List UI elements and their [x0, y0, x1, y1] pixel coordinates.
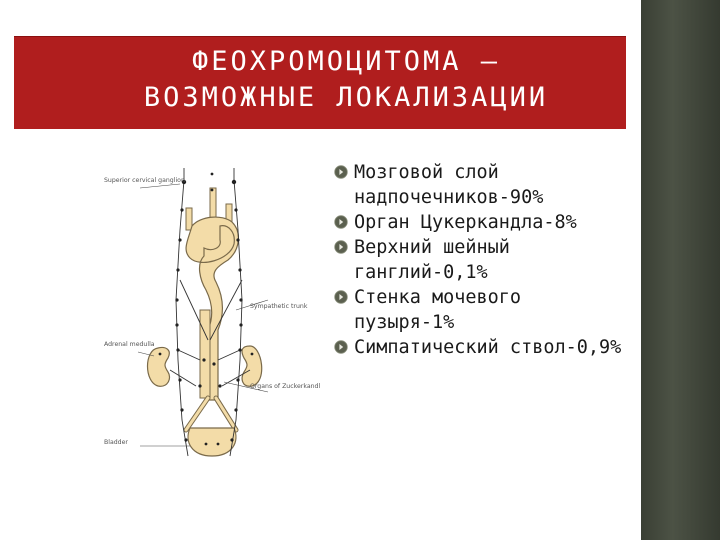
bullet-icon: [334, 165, 348, 179]
right-kidney: [242, 346, 262, 386]
side-decor-band: [641, 0, 720, 540]
label-adrenal-medulla: Adrenal medulla: [104, 341, 155, 348]
anatomy-figure: [100, 160, 330, 470]
list-item: [332, 285, 632, 335]
bladder: [188, 428, 236, 456]
localization-list: [332, 160, 632, 360]
bullet-icon: [334, 290, 348, 304]
bullet-icon: [334, 340, 348, 354]
bullet-icon: [334, 215, 348, 229]
list-item: [332, 210, 632, 235]
label-superior-ganglion: Superior cervical ganglion: [104, 177, 185, 184]
slide-title: ФЕОХРОМОЦИТОМА – ВОЗМОЖНЫЕ ЛОКАЛИЗАЦИИ: [143, 46, 549, 113]
list-item: [332, 160, 632, 210]
vena-cava: [200, 310, 210, 398]
bullet-icon: [334, 240, 348, 254]
aorta: [186, 217, 238, 400]
list-item-text: Стенка мочевого пузыря-1%: [354, 287, 522, 333]
label-organs-zuckerkandl: Organs of Zuckerkandl: [250, 383, 321, 390]
list-item: [332, 235, 632, 285]
list-item-text: Орган Цукеркандла-8%: [354, 212, 577, 233]
list-item: [332, 335, 632, 360]
left-kidney: [148, 347, 170, 386]
list-item-text: Верхний шейный ганглий-0,1%: [354, 237, 510, 283]
list-item-text: Мозговой слой надпочечников-90%: [354, 162, 544, 208]
label-bladder: Bladder: [104, 439, 128, 446]
label-sympathetic-trunk: Sympathetic trunk: [250, 303, 308, 310]
anatomy-diagram: [100, 160, 330, 470]
iliac-vessels: [186, 398, 236, 430]
list-item-text: Симпатический ствол-0,9%: [354, 337, 622, 358]
